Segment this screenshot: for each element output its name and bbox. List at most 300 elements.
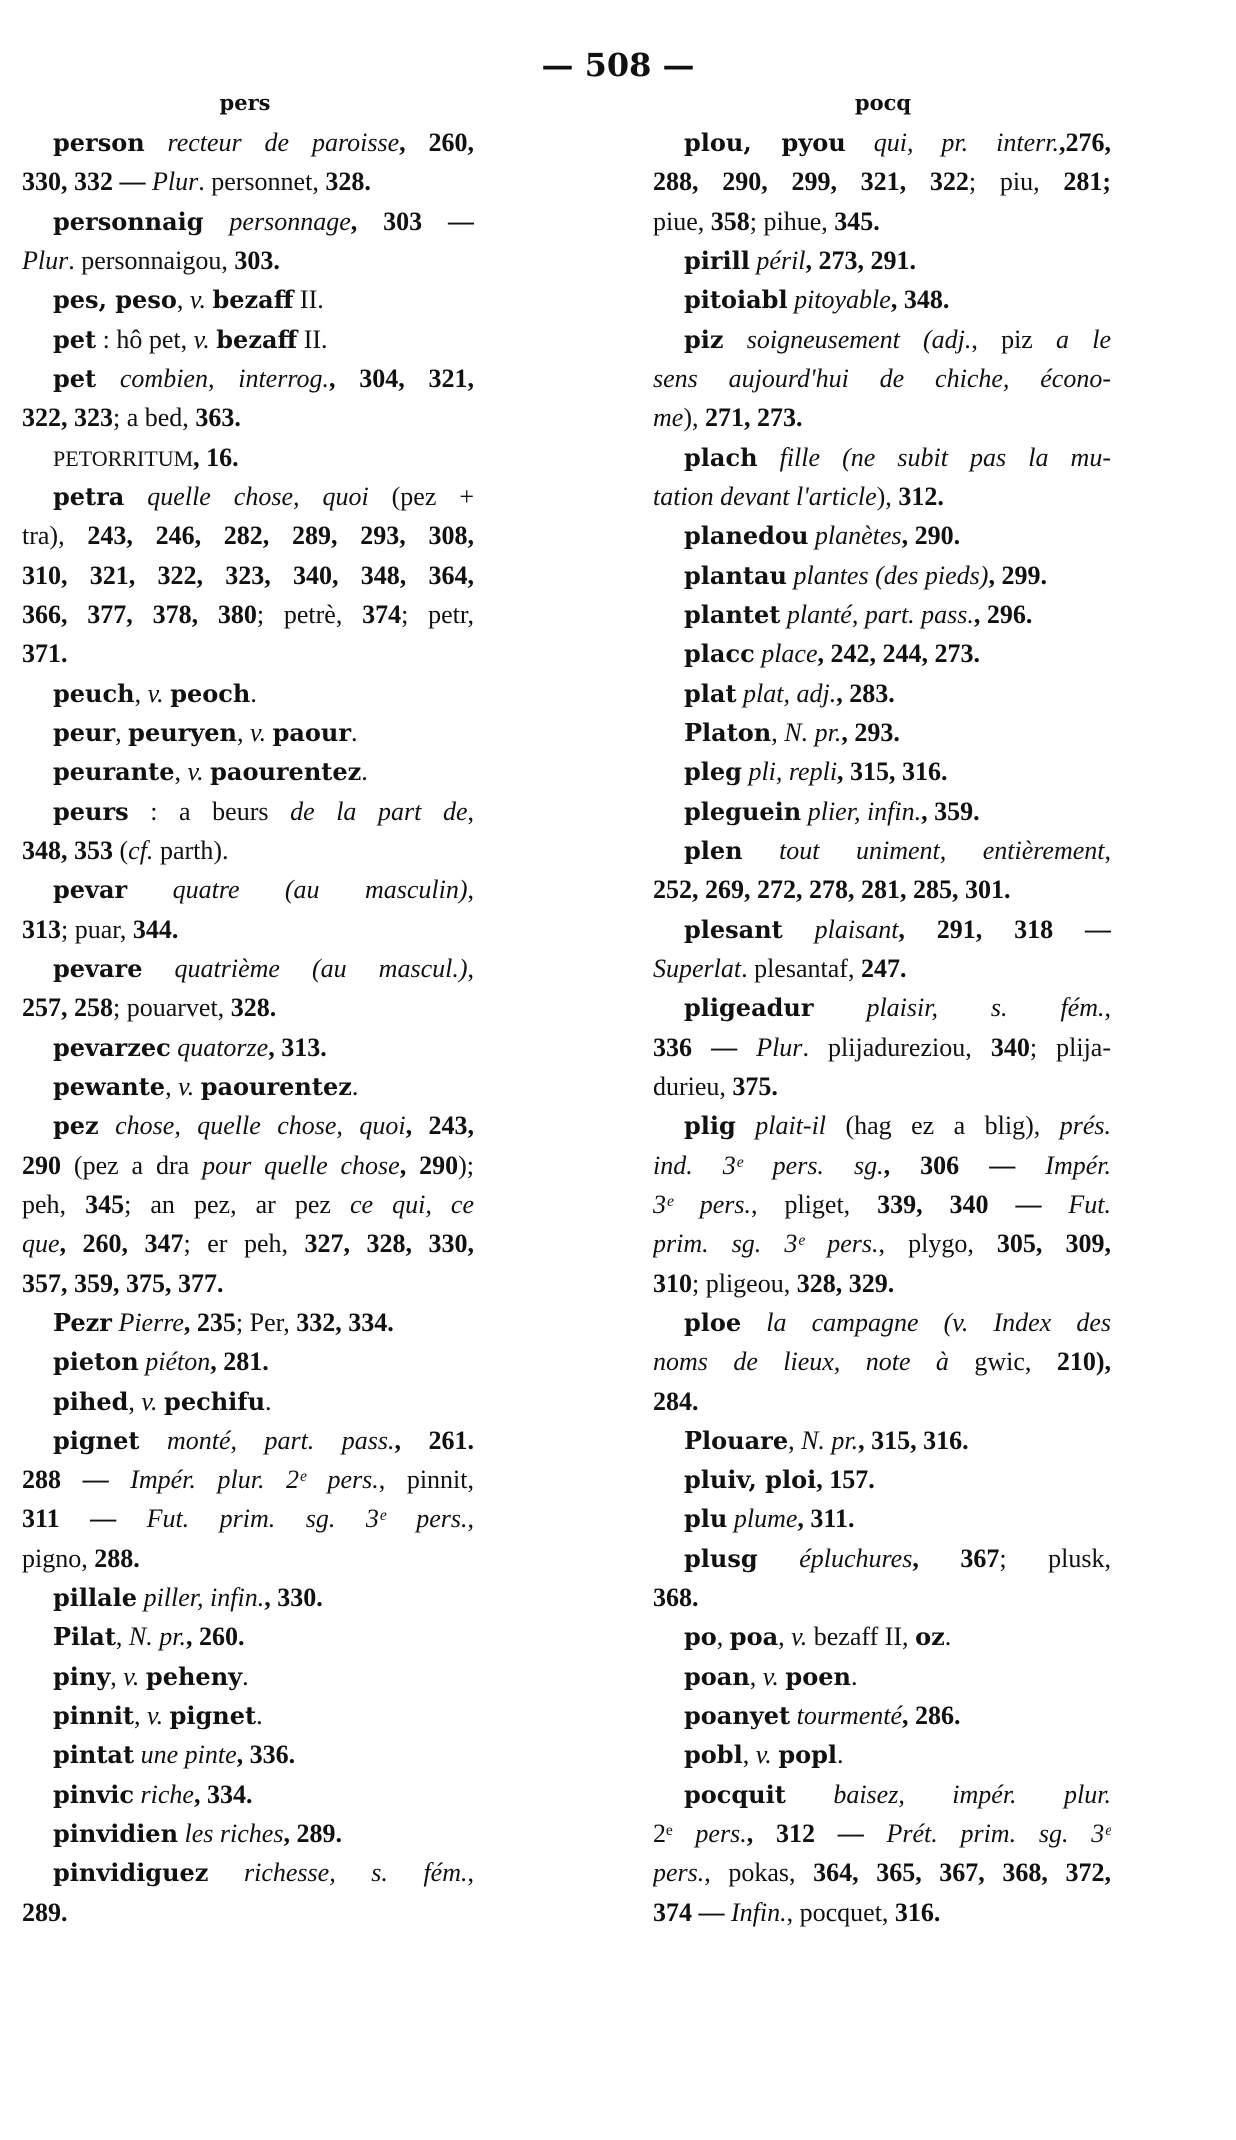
definition-italic: 3ᵉ pers. [653,1189,752,1219]
definition-italic: sens aujourd'hui de chiche, écono- [653,363,1111,393]
dictionary-entry [653,438,1111,517]
entry-text: 288, 290, 299, 321, 322 [653,167,969,197]
entry-text: ), [683,403,705,433]
definition-italic: pers. [695,1819,747,1849]
entry-text: , [110,1661,124,1691]
headword: peuch [53,678,135,708]
dictionary-entry [22,202,474,281]
entry-line [22,1696,474,1735]
headword: plesant [684,914,783,944]
dictionary-entry [653,1735,1111,1774]
definition-italic: pli, repli [741,757,838,787]
entry-line [22,1775,474,1814]
entry-text: 339, 340 — [877,1189,1069,1219]
definition-italic: riche [134,1779,194,1809]
entry-text: , 290. [901,521,961,551]
entry-text: : hô pet, [96,324,194,354]
definition-italic: planètes [808,521,902,551]
entry-text: 310, 321, 322, 323, 340, 348, 364, [22,560,474,590]
right-column [653,123,1111,1932]
entry-line [653,162,1111,201]
definition-italic: Plur [152,167,199,197]
entry-line [653,516,1111,555]
entry-text: , [1104,835,1111,865]
headword: pintat [53,1740,135,1770]
entry-text: , 260, [399,128,474,157]
entry-text: 322, 323 [22,403,113,433]
entry-text: 328, 329. [796,1268,895,1298]
entry-text: ; petr, [401,599,474,629]
entry-line [22,1224,474,1263]
entry-text: , [467,1858,474,1888]
definition-italic: v. [123,1661,146,1691]
entry-text: , 16. [193,442,239,472]
definition-italic: Superlat [653,953,742,983]
headword: pechifu [164,1386,266,1416]
entry-text: , 289. [283,1819,342,1849]
entry-text: 312. [898,481,944,511]
definition-italic: quelle chose, quoi [124,481,369,511]
entry-text: , 315, 316. [858,1425,969,1455]
dictionary-entry [22,1617,474,1656]
entry-line [653,280,1111,319]
entry-text: 371. [22,639,68,669]
entry-text: , [165,1071,179,1101]
headword: po [684,1622,717,1652]
entry-text: 336 — [653,1032,757,1062]
left-column [22,123,474,1932]
headword: pewante [53,1071,166,1101]
entry-text: , 157. [816,1465,875,1495]
entry-line [653,1106,1111,1145]
definition-italic: v. [187,757,211,787]
entry-text: 311 — [22,1504,147,1534]
entry-line [22,674,474,713]
entry-text: 358 [710,206,750,236]
entry-text: , 242, 244, 273. [817,639,980,669]
definition-italic: piller, infin. [137,1583,265,1613]
entry-text: , [771,717,785,747]
entry-text: piue, [653,206,711,236]
headword: personnaig [53,206,204,236]
entry-line [653,1814,1111,1853]
dictionary-entry [22,477,474,674]
entry-line [22,752,474,791]
definition-italic: plaisant [782,914,899,944]
entry-text: 348, 353 [22,835,120,865]
dictionary-entry [653,1775,1111,1932]
headword: Pilat [53,1622,116,1652]
dictionary-entry [653,1617,1111,1656]
definition-italic: chose, quelle chose, quoi [98,1111,406,1141]
definition-italic: baisez, impér. plur. [785,1779,1111,1809]
entry-text: . [850,1661,858,1691]
entry-text: . [944,1622,952,1652]
entry-text: 374 [362,599,402,629]
entry-text: 363. [195,403,241,433]
entry-line [22,949,474,988]
headword: pinvidiguez [53,1858,209,1888]
entry-line [653,398,1111,437]
headword: plen [684,835,743,865]
entry-text: : a beurs [128,796,291,826]
entry-text: 340 [990,1032,1030,1062]
entry-text: , [467,875,474,905]
dictionary-entry [22,792,474,871]
entry-text: ( [119,835,129,865]
dictionary-entry [22,280,474,319]
dictionary-entry [653,1421,1111,1460]
definition-italic: v. [178,1071,201,1101]
entry-text: 328. [325,167,371,197]
entry-line [653,1421,1111,1460]
definition-italic: Fut. [1068,1189,1111,1219]
entry-text: ,276, [1059,128,1111,157]
definition-italic: que [22,1229,60,1259]
entry-line [653,1578,1111,1617]
entry-line [22,123,474,162]
entry-text: (pez + [368,481,474,511]
definition-italic: prim. sg. 3ᵉ pers. [653,1229,879,1259]
headword: plu [684,1504,728,1534]
definition-italic: qui, pr. interr. [845,128,1059,157]
entry-text: II. [297,324,328,354]
entry-text: , 235 [183,1307,236,1337]
definition-italic: monté, part. pass. [139,1425,395,1455]
entry-text: , pocquet, [786,1897,895,1927]
entry-line [653,634,1111,673]
dictionary-entry [22,1342,474,1381]
entry-text: ; a bed, [113,403,196,433]
running-head-left: pers [219,90,271,115]
definition-italic: quatrième (au mascul.) [142,953,468,983]
entry-text: ; Per, [235,1307,297,1337]
headword: pinvic [53,1779,135,1809]
entry-text: pigno, [22,1543,95,1573]
entry-line [22,359,474,398]
entry-text: durieu, [653,1071,733,1101]
entry-line [653,1735,1111,1774]
headword: popl [778,1740,837,1770]
entry-line [22,1893,474,1932]
entry-line [653,1617,1111,1656]
entry-text: , pliget, [751,1189,878,1219]
definition-italic: soigneusement (adj. [723,324,972,354]
dictionary-entry [22,1421,474,1578]
entry-text: ; pligeou, [692,1268,797,1298]
dictionary-entry [653,752,1111,791]
definition-italic: personnage [203,206,351,236]
headword: peurante [53,757,175,787]
entry-text: 288 — [22,1465,131,1495]
entry-text: , [134,1701,147,1731]
headword: plou, pyou [684,128,846,157]
definition-italic: v. [791,1622,814,1652]
definition-italic: combien, interrog. [96,363,329,393]
entry-text: ; pihue, [749,206,835,236]
entry-text: , 296. [973,599,1033,629]
definition-italic: recteur de paroisse [144,128,400,157]
entry-text: 366, 377, 378, 380 [22,599,257,629]
entry-line [653,359,1111,398]
entry-text: . [837,1740,844,1770]
entry-line [22,1382,474,1421]
headword: pignet [169,1701,257,1731]
dictionary-entry [653,241,1111,280]
entry-line [22,516,474,555]
entry-text: , 304, 321, [329,363,474,393]
page-number: — 508 — [541,46,695,84]
entry-line [653,1499,1111,1538]
entry-text: , pokas, [704,1858,814,1888]
headword: peurs [53,796,129,826]
definition-italic: quatorze [170,1032,269,1062]
entry-text: , 315, 316. [837,757,948,787]
dictionary-entry [22,1775,474,1814]
entry-line [22,910,474,949]
headword: planedou [684,521,809,551]
headword: pirill [684,245,750,275]
dictionary-entry [22,870,474,949]
entry-text: , 367 [912,1543,1000,1573]
entry-line [653,1185,1111,1224]
entry-text: 313 [22,914,61,944]
entry-text: 330, 332 — [22,167,152,197]
entry-line [22,1146,474,1185]
headword: pluiv, ploi [684,1465,817,1495]
dictionary-entry [22,1382,474,1421]
entry-line [22,280,474,319]
entry-text: ; plija- [1029,1032,1111,1062]
definition-italic: Plur [22,245,69,275]
definition-italic: pers. [653,1858,705,1888]
definition-italic: piéton [138,1347,211,1377]
headword: pinvidien [53,1819,179,1849]
entry-text: 284. [653,1386,699,1416]
entry-text: 374 — [653,1897,731,1927]
headword: pinnit [53,1701,134,1731]
entry-text: ; pouarvet, [113,993,231,1023]
entry-text: 357, 359, 375, 377. [22,1268,224,1298]
definition-italic: v. [147,678,171,708]
entry-line [653,1028,1111,1067]
headword: pevar [53,875,128,905]
entry-text: 375. [732,1071,778,1101]
entry-line [22,1657,474,1696]
definition-italic: noms de lieux, note à [653,1347,949,1377]
headword: pleguein [684,796,802,826]
entry-line [22,831,474,870]
headword: pitoiabl [684,285,788,315]
definition-italic: plantes (des pieds) [786,560,989,590]
entry-text: , [1104,993,1111,1023]
entry-text: . [256,1701,263,1731]
entry-text: . personnet, [198,167,326,197]
dictionary-entry [653,1499,1111,1538]
definition-italic: v. [755,1740,779,1770]
entry-line [653,1853,1111,1892]
definition-italic: pitoyable [787,285,891,315]
entry-text: tra), [22,521,88,551]
entry-text: . [242,1661,249,1691]
entry-text: 305, 309, [996,1229,1111,1259]
headword: pleg [684,757,742,787]
entry-text: 257, 258 [22,993,113,1023]
entry-text: 281; [1063,167,1111,197]
entry-text: , [749,1661,763,1691]
entry-text: , 336. [236,1740,296,1770]
headword: pet [53,363,97,393]
entry-line [653,320,1111,359]
entry-line [653,1893,1111,1932]
entry-text: , 306 — [883,1150,1046,1180]
entry-text: 332, 334. [296,1307,394,1337]
entry-line [653,949,1111,988]
headword: pes, peso [53,285,177,315]
entry-text: (hag ez a blig), [826,1111,1060,1141]
definition-italic: place [754,639,818,669]
definition-italic: pour quelle chose [202,1150,400,1180]
entry-line [22,1421,474,1460]
headword: pevarzec [53,1032,171,1062]
headword: plantet [684,599,781,629]
headword: plantau [684,560,787,590]
dictionary-entry [653,1460,1111,1499]
entry-text: 288. [94,1543,140,1573]
dictionary-entry [653,1657,1111,1696]
entry-text: , [174,757,188,787]
headword: pobl [684,1740,743,1770]
headword: ploe [684,1307,742,1337]
entry-line [22,398,474,437]
dictionary-entry [653,1303,1111,1421]
dictionary-entry [653,831,1111,910]
entry-text: . [361,757,368,787]
entry-text: 368. [653,1583,699,1613]
entry-line [653,1067,1111,1106]
entry-line [653,1224,1111,1263]
entry-text: 328. [230,993,277,1023]
dictionary-entry [653,988,1111,1106]
entry-line [22,1539,474,1578]
headword: Plouare [684,1425,789,1455]
entry-text: II. [293,285,324,315]
headword: paour [272,717,352,747]
dictionary-entry [22,1657,474,1696]
dictionary-entry [653,792,1111,831]
headword: poan [684,1661,750,1691]
entry-text: 271, 273. [705,403,803,433]
dictionary-entry [653,556,1111,595]
entry-line [22,870,474,909]
dictionary-entry [653,123,1111,241]
dictionary-entry [22,359,474,438]
entry-text: . [250,678,257,708]
entry-line [22,320,474,359]
entry-text: , [236,717,250,747]
entry-text: ; piu, [968,167,1064,197]
entry-text: , plygo, [878,1229,997,1259]
entry-line [653,1696,1111,1735]
definition-italic: planté, part. pass. [780,599,974,629]
entry-line [22,241,474,280]
definition-italic: plier, infin. [801,796,922,826]
entry-text: 243, 246, 282, 289, 293, 308, [87,521,474,551]
entry-line [653,438,1111,477]
entry-text: 310 [653,1268,692,1298]
entry-text: , 291, 318 — [898,914,1111,944]
entry-text: 210), [1056,1347,1111,1377]
entry-text: , 313. [268,1032,327,1062]
dictionary-entry [22,752,474,791]
entry-line [653,241,1111,280]
definition-italic: N. pr. [801,1425,859,1455]
definition-italic: Plur [756,1032,803,1062]
definition-italic: plaisir, s. fém. [813,993,1105,1023]
headword: pez [53,1111,99,1141]
definition-italic: v. [762,1661,786,1691]
dictionary-entry [653,634,1111,673]
headword: Pezr [53,1307,112,1337]
entry-line [653,123,1111,162]
entry-text: , 312 — [746,1819,887,1849]
headword: oz [915,1622,945,1652]
entry-text: (pez a dra [73,1150,203,1180]
entry-line [653,870,1111,909]
entry-text: ; an pez, ar pez [124,1189,351,1219]
entry-text: , [716,1622,730,1652]
entry-line [22,988,474,1027]
entry-text: , 348. [890,285,950,315]
headword: piz [684,324,724,354]
entry-text: . [351,1071,359,1101]
dictionary-entry [22,320,474,359]
dictionary-entry [653,1106,1111,1303]
dictionary-entry [22,1814,474,1853]
entry-text: , [742,1740,756,1770]
entry-line [22,162,474,201]
entry-text: , 290 [399,1150,459,1180]
definition-italic: N. pr. [128,1622,186,1652]
definition-italic: Impér. plur. 2ᵉ pers. [130,1465,379,1495]
entry-line [22,556,474,595]
entry-text: 247. [860,953,907,983]
entry-text: , 260, 347 [59,1229,184,1259]
dictionary-entry [22,1303,474,1342]
definition-italic: richesse, s. fém. [208,1858,468,1888]
entry-text: bezaff II, [813,1622,916,1652]
dictionary-entry [22,949,474,1028]
entry-text: , 299. [988,560,1047,590]
definition-italic: tourmenté [790,1701,903,1731]
entry-line [653,674,1111,713]
headword: peuryen [128,717,237,747]
headword: pignet [53,1425,140,1455]
entry-text: parth). [153,835,229,865]
dictionary-entry [22,713,474,752]
entry-text: , [467,796,474,826]
definition-italic: ce qui, ce [350,1189,474,1219]
dictionary-entry [22,123,474,202]
headword: petra [53,481,125,511]
definition-italic: N. pr. [784,717,842,747]
headword: paourentez [210,757,362,787]
entry-text: , [176,285,190,315]
definition-italic: épluchures [757,1543,913,1573]
entry-line [22,1185,474,1224]
entry-line [653,792,1111,831]
entry-line [653,1303,1111,1342]
